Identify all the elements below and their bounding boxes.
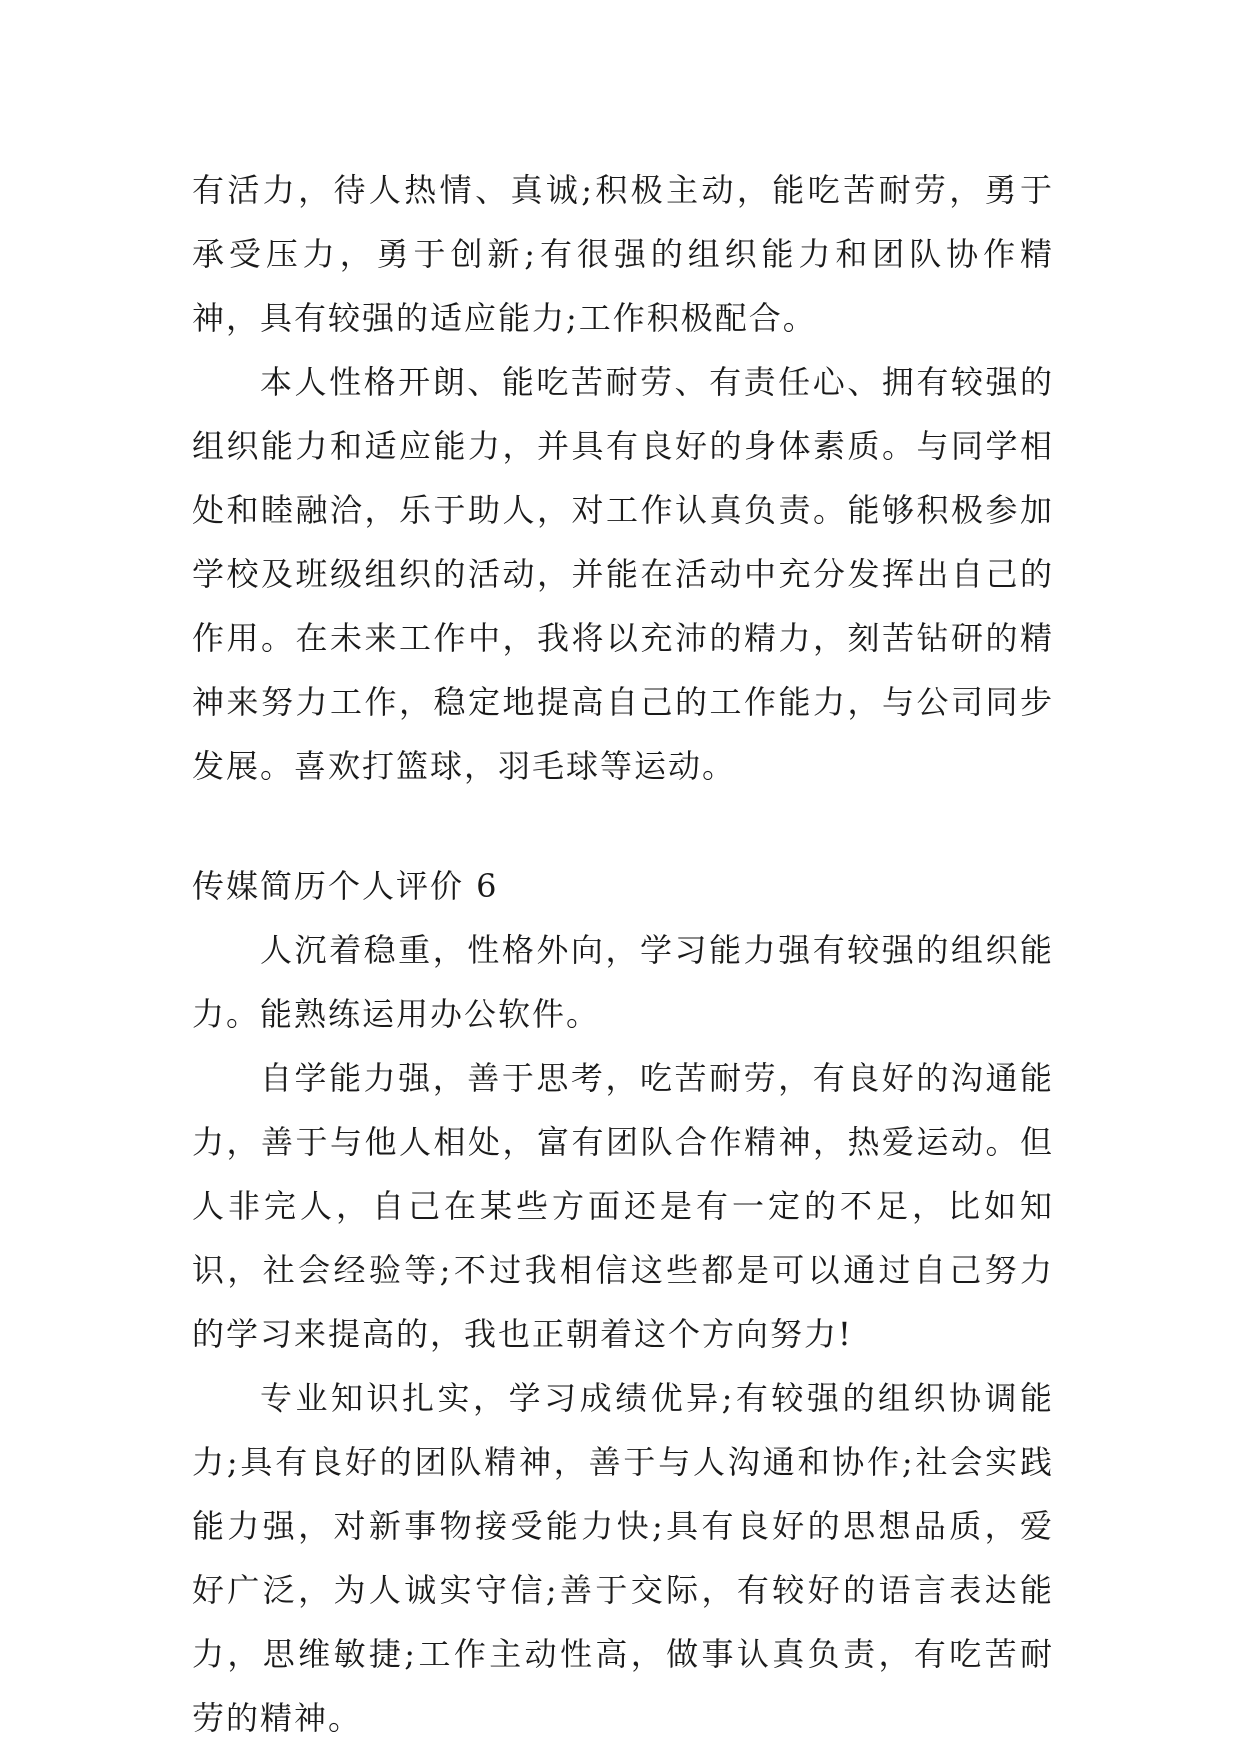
section-heading: 传媒简历个人评价 6	[192, 867, 499, 905]
paragraph-5: 专业知识扎实，学习成绩优异;有较强的组织协调能力;具有良好的团队精神，善于与人沟通和协作;社会实践能力强，对新事物接受能力快;具有良好的思想品质，爱好广泛，为人诚实守信;善于交际，有较好的语言表达能力，思维敏捷;工作主动性高，做事认真负责，有吃苦耐劳的精神。	[192, 1379, 1054, 1737]
paragraph-2: 本人性格开朗、能吃苦耐劳、有责任心、拥有较强的组织能力和适应能力，并具有良好的身体素质。与同学相处和睦融洽，乐于助人，对工作认真负责。能够积极参加学校及班级组织的活动，并能在活动中充分发挥出自己的作用。在未来工作中，我将以充沛的精力，刻苦钻研的精神来努力工作，稳定地提高自己的工作能力，与公司同步发展。喜欢打篮球，羽毛球等运动。	[192, 363, 1054, 785]
document-page	[192, 158, 1054, 1750]
paragraph-3: 人沉着稳重，性格外向，学习能力强有较强的组织能力。能熟练运用办公软件。	[192, 931, 1054, 1033]
paragraph-1: 有活力，待人热情、真诚;积极主动，能吃苦耐劳，勇于承受压力，勇于创新;有很强的组织能力和团队协作精神，具有较强的适应能力;工作积极配合。	[192, 171, 1054, 337]
paragraph-4: 自学能力强，善于思考，吃苦耐劳，有良好的沟通能力，善于与他人相处，富有团队合作精神，热爱运动。但人非完人，自己在某些方面还是有一定的不足，比如知识，社会经验等;不过我相信这些都是可以通过自己努力的学习来提高的，我也正朝着这个方向努力!	[192, 1059, 1054, 1353]
